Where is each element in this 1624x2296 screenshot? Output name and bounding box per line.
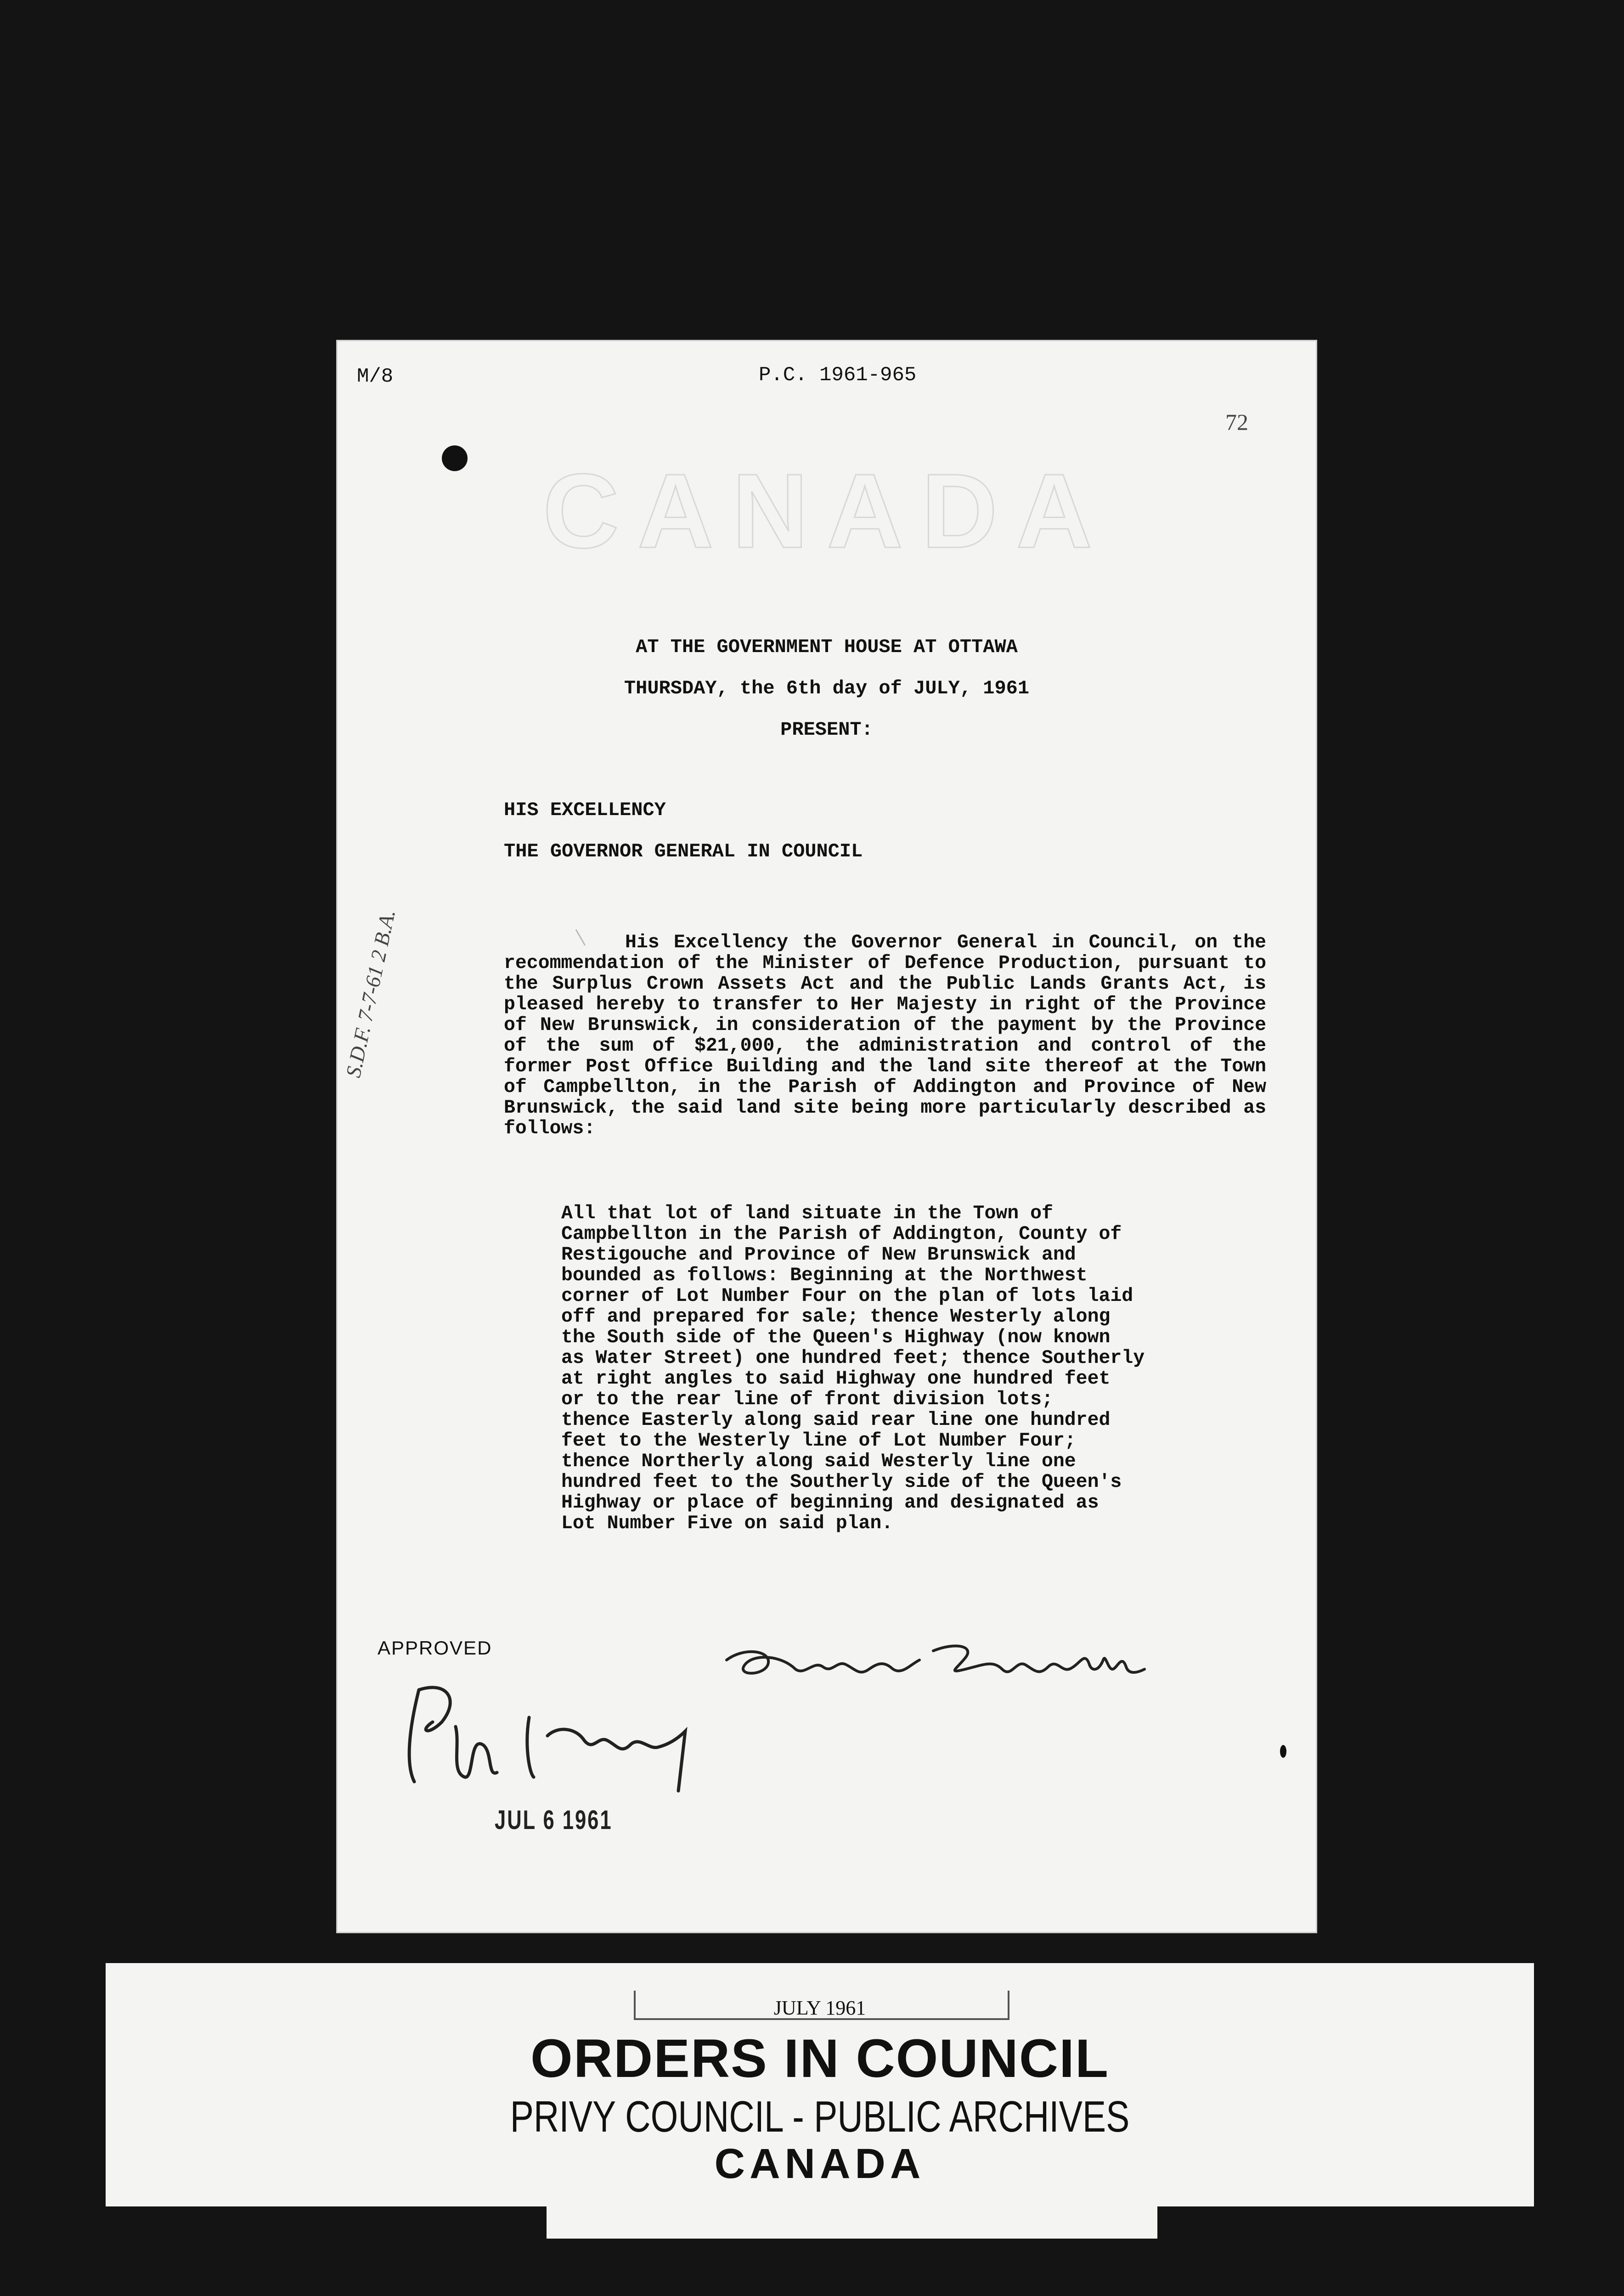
order-number: P.C. 1961-965 bbox=[759, 364, 917, 387]
excellency-line-1: HIS EXCELLENCY bbox=[504, 799, 666, 821]
order-body-paragraph: His Excellency the Governor General in Council, on the recommendation of the Minister of Defence Production, pursuant to the Surplus Crown Assets Act and the Public Lands Grants Act, is pleased hereby to transfer to Her Majesty in right of the Province of New Brunswick, in consideration of the payment by the Province of the sum of $21,000, the administration and control of the former Post Office Building and the land site thereof at the Town of Campbellton, in the Parish of Addington and Province of New Brunswick, the said land site being more particularly described as follows: bbox=[504, 932, 1266, 1139]
ink-dot bbox=[1280, 1745, 1286, 1758]
file-code: M/8 bbox=[357, 365, 394, 388]
clerk-signature bbox=[717, 1632, 1158, 1701]
page-number: 72 bbox=[1225, 409, 1248, 435]
archive-country: CANADA bbox=[714, 2140, 925, 2187]
canada-watermark: CANADA bbox=[542, 452, 1111, 570]
heading-place: AT THE GOVERNMENT HOUSE AT OTTAWA bbox=[636, 636, 1018, 658]
excellency-line-2: THE GOVERNOR GENERAL IN COUNCIL bbox=[504, 840, 863, 862]
archive-label-tab bbox=[547, 2204, 1157, 2239]
approval-stamp-date: JUL 6 1961 bbox=[495, 1805, 613, 1835]
heading-present: PRESENT: bbox=[780, 719, 873, 741]
archive-title: ORDERS IN COUNCIL bbox=[530, 2028, 1109, 2089]
legal-land-description: All that lot of land situate in the Town of Campbellton in the Parish of Addington, County of Restigouche and Province of New Brunswick and bounded as follows: Beginning at the Northwest corner of Lot Number Four on the plan of lots laid off and prepared for sale; thence Westerly along the South side of the Queen's Highway (now known as Water Street) one hundred feet; thence Southerly at right angles to said Highway one hundred feet or to the rear line of front division lots; thence Easterly along said rear line one hundred feet to the Westerly line of Lot Number Four; thence Northerly along said Westerly line one hundred feet to the Southerly side of the Queen's Highway or place of beginning and designated as Lot Number Five on said plan. bbox=[561, 1203, 1145, 1534]
governor-general-signature bbox=[391, 1671, 694, 1809]
archive-date: JULY 1961 bbox=[773, 1997, 866, 2019]
archive-label-card bbox=[106, 1963, 1534, 2206]
approved-label: APPROVED bbox=[378, 1637, 492, 1659]
heading-date: THURSDAY, the 6th day of JULY, 1961 bbox=[624, 677, 1030, 699]
document-page bbox=[336, 340, 1317, 1933]
archive-subtitle: PRIVY COUNCIL - PUBLIC ARCHIVES bbox=[510, 2092, 1130, 2141]
margin-note: S.D.F. 7-7-61 2 B.A. bbox=[341, 907, 400, 1080]
